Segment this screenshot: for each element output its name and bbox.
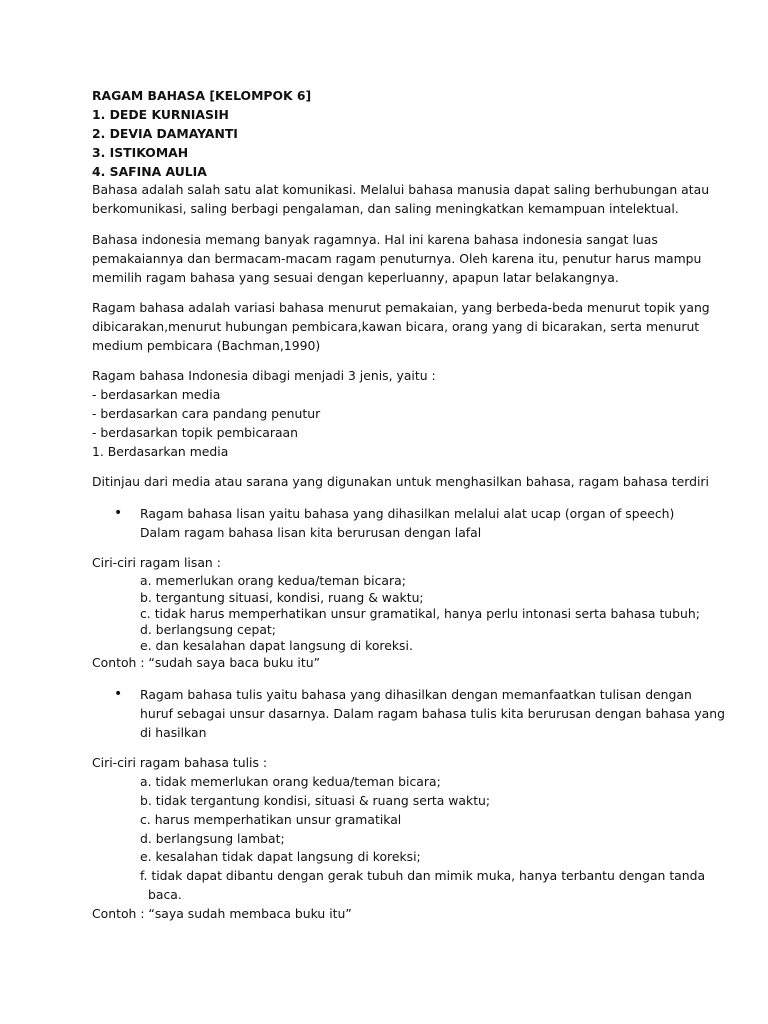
tulis-item: f. tidak dapat dibantu dengan gerak tubuh dan mimik muka, hanya terbantu dengan tanda xyxy=(140,868,706,883)
type-item: - berdasarkan topik pembicaraan xyxy=(92,425,298,440)
member-item: 4. SAFINA AULIA xyxy=(92,164,207,179)
section-heading: 1. Berdasarkan media xyxy=(92,444,229,459)
tulis-item: d. berlangsung lambat; xyxy=(140,831,285,846)
tulis-item: e. kesalahan tidak dapat langsung di koreksi; xyxy=(140,849,421,864)
bullet-line: di hasilkan xyxy=(140,725,207,740)
type-item: - berdasarkan media xyxy=(92,387,221,402)
lisan-item: e. dan kesalahan dapat langsung di koreksi. xyxy=(140,638,413,653)
member-item: 3. ISTIKOMAH xyxy=(92,145,189,160)
bullet-line: Ragam bahasa tulis yaitu bahasa yang dihasilkan dengan memanfaatkan tulisan dengan xyxy=(140,687,692,702)
paragraph-line: memilih ragam bahasa yang sesuai dengan keperluanny, apapun latar belakangnya. xyxy=(92,270,619,285)
bullet-line: Ragam bahasa lisan yaitu bahasa yang dihasilkan melalui alat ucap (organ of speech) xyxy=(140,506,675,521)
paragraph-line: dibicarakan,menurut hubungan pembicara,kawan bicara, orang yang di bicarakan, serta menurut xyxy=(92,319,700,334)
tulis-item: c. harus memperhatikan unsur gramatikal xyxy=(140,812,402,827)
bullet-line: huruf sebagai unsur dasarnya. Dalam ragam bahasa tulis kita berurusan dengan bahasa yang xyxy=(140,706,725,721)
lisan-item: b. tergantung situasi, kondisi, ruang & waktu; xyxy=(140,590,424,605)
lisan-heading: Ciri-ciri ragam lisan : xyxy=(92,555,221,570)
type-item: - berdasarkan cara pandang penutur xyxy=(92,406,321,421)
paragraph-line: berkomunikasi, saling berbagi pengalaman, dan saling meningkatkan kemampuan intelektual. xyxy=(92,201,679,216)
lisan-item: a. memerlukan orang kedua/teman bicara; xyxy=(140,573,406,588)
section-intro: Ditinjau dari media atau sarana yang digunakan untuk menghasilkan bahasa, ragam bahasa terdiri xyxy=(92,474,709,489)
paragraph-line: Bahasa indonesia memang banyak ragamnya. Hal ini karena bahasa indonesia sangat luas xyxy=(92,232,658,247)
lisan-example: Contoh : “sudah saya baca buku itu” xyxy=(92,655,320,670)
bullet-icon: • xyxy=(114,686,123,702)
tulis-item: b. tidak tergantung kondisi, situasi & ruang serta waktu; xyxy=(140,793,491,808)
paragraph-line: pemakaiannya dan bermacam-macam ragam penuturnya. Oleh karena itu, penutur harus mampu xyxy=(92,251,702,266)
paragraph-line: Bahasa adalah salah satu alat komunikasi. Melalui bahasa manusia dapat saling berhubungan atau xyxy=(92,182,710,197)
paragraph-line: Ragam bahasa adalah variasi bahasa menurut pemakaian, yang berbeda-beda menurut topik yang xyxy=(92,300,710,315)
types-intro: Ragam bahasa Indonesia dibagi menjadi 3 jenis, yaitu : xyxy=(92,368,436,383)
tulis-item: a. tidak memerlukan orang kedua/teman bicara; xyxy=(140,774,441,789)
tulis-example: Contoh : “saya sudah membaca buku itu” xyxy=(92,906,352,921)
lisan-item: c. tidak harus memperhatikan unsur gramatikal, hanya perlu intonasi serta bahasa tubuh; xyxy=(140,606,700,621)
bullet-line: Dalam ragam bahasa lisan kita berurusan dengan lafal xyxy=(140,525,482,540)
member-item: 2. DEVIA DAMAYANTI xyxy=(92,126,238,141)
lisan-item: d. berlangsung cepat; xyxy=(140,622,276,637)
paragraph-line: medium pembicara (Bachman,1990) xyxy=(92,338,321,353)
document-title: RAGAM BAHASA [KELOMPOK 6] xyxy=(92,88,312,103)
bullet-icon: • xyxy=(114,505,123,521)
tulis-heading: Ciri-ciri ragam bahasa tulis : xyxy=(92,755,268,770)
member-item: 1. DEDE KURNIASIH xyxy=(92,107,229,122)
tulis-item-continuation: baca. xyxy=(148,887,182,902)
